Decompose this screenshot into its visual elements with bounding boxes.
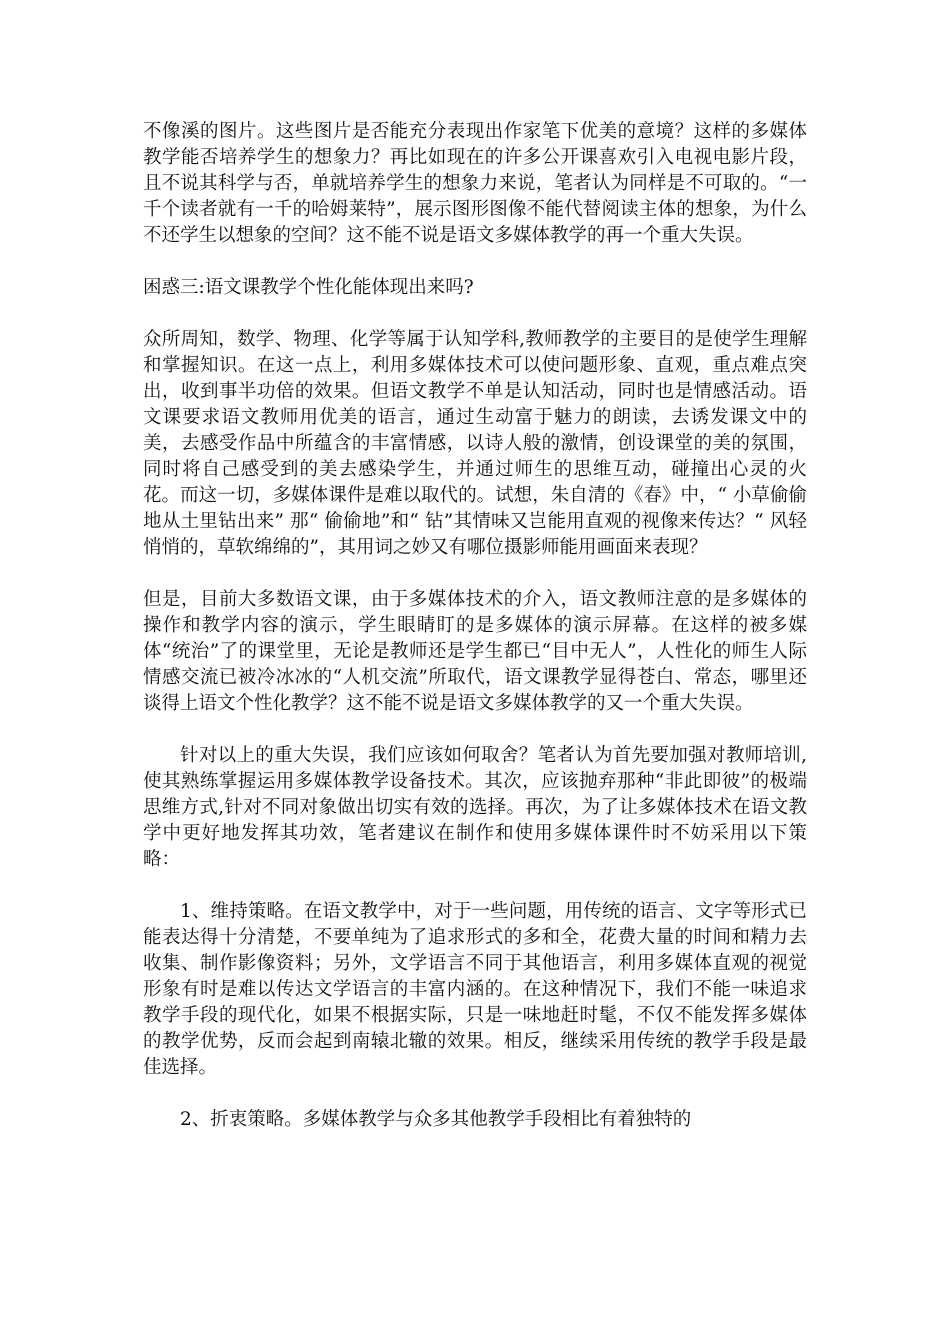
body-paragraph: 不像溪的图片。这些图片是否能充分表现出作家笔下优美的意境？这样的多媒体教学能否培养学生的想象力？再比如现在的许多公开课喜欢引入电视电影片段，且不说其科学与否，单就培养学生的想象力来说，笔者认为同样是不可取的。“一千个读者就有一千的哈姆莱特”，展示图形图像不能代替阅读主体的想象，为什么不还学生以想象的空间？这不能不说是语文多媒体教学的再一个重大失误。 <box>143 121 807 246</box>
body-paragraph: 针对以上的重大失误，我们应该如何取舍？笔者认为首先要加强对教师培训,使其熟练掌握运用多媒体教学设备技术。其次，应该抛弃那种“非此即彼”的极端思维方式,针对不同对象做出切实有效的选择。再次，为了让多媒体技术在语文教学中更好地发挥其功效，笔者建议在制作和使用多媒体课件时不妨采用以下策略： <box>143 745 807 870</box>
strategy-paragraph: 1、维持策略。在语文教学中，对于一些问题，用传统的语言、文字等形式已能表达得十分清楚，不要单纯为了追求形式的多和全，花费大量的时间和精力去收集、制作影像资料；另外，文学语言不同于其他语言，利用多媒体直观的视觉形象有时是难以传达文学语言的丰富内涵的。在这种情况下，我们不能一味追求教学手段的现代化，如果不根据实际，只是一味地赶时髦，不仅不能发挥多媒体的教学优势，反而会起到南辕北辙的效果。相反，继续采用传统的教学手段是最佳选择。 <box>143 901 807 1078</box>
document-body <box>143 119 807 1159</box>
strategy-paragraph: 2、折衷策略。多媒体教学与众多其他教学手段相比有着独特的 <box>180 1109 692 1130</box>
body-paragraph: 众所周知，数学、物理、化学等属于认知学科,教师教学的主要目的是使学生理解和掌握知识。在这一点上，利用多媒体技术可以使问题形象、直观，重点难点突出，收到事半功倍的效果。但语文教学不单是认知活动，同时也是情感活动。语文课要求语文教师用优美的语言，通过生动富于魅力的朗读，去诱发课文中的美，去感受作品中所蕴含的丰富情感，以诗人般的激情，创设课堂的美的氛围，同时将自己感受到的美去感染学生，并通过师生的思维互动，碰撞出心灵的火花。而这一切，多媒体课件是难以取代的。试想，朱自清的《春》中，“ 小草偷偷地从土里钻出来” 那“ 偷偷地”和“ 钻”其情味又岂能用直观的视像来传达？“ 风轻悄悄的，草软绵绵的”，其用词之妙又有哪位摄影师能用画面来表现？ <box>143 329 807 558</box>
section-heading: 困惑三:语文课教学个性化能体现出来吗? <box>143 277 474 298</box>
body-paragraph: 但是，目前大多数语文课，由于多媒体技术的介入，语文教师注意的是多媒体的操作和教学内容的演示，学生眼睛盯的是多媒体的演示屏幕。在这样的被多媒体“统治”了的课堂里，无论是教师还是学生都已“目中无人”，人性化的师生人际情感交流已被冷冰冰的“人机交流”所取代，语文课教学显得苍白、常态，哪里还谈得上语文个性化教学？这不能不说是语文多媒体教学的又一个重大失误。 <box>143 589 807 714</box>
